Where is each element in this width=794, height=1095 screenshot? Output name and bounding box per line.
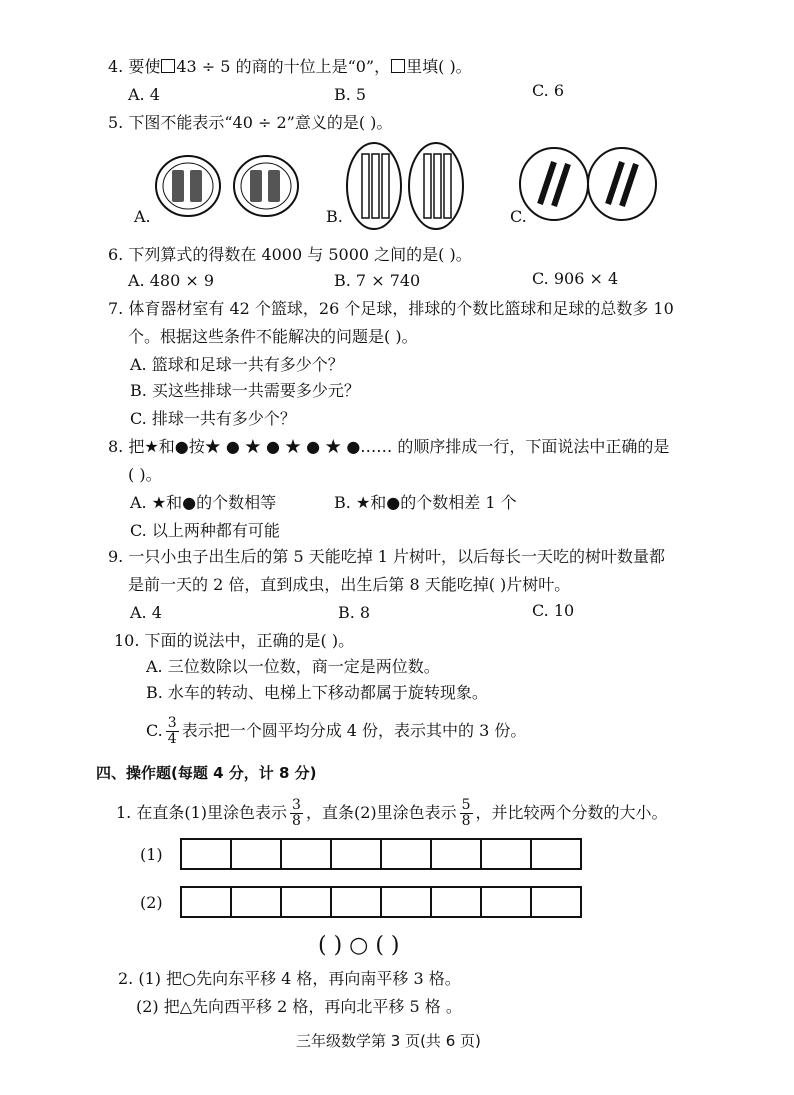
- bar-cell[interactable]: [232, 888, 282, 916]
- dot-icon: ●: [265, 437, 280, 456]
- bar-cell[interactable]: [532, 888, 580, 916]
- q8-line2: ( )。: [128, 465, 162, 484]
- section-title: 四、操作题(每题 4 分，计 8 分): [96, 764, 317, 782]
- q9-line2: 是前一天的 2 倍，直到成虫，出生后第 8 天能吃掉( )片树叶。: [128, 575, 571, 594]
- dot-icon: ●: [225, 437, 240, 456]
- pattern-sequence: [205, 437, 361, 456]
- bar-cell[interactable]: [182, 888, 232, 916]
- bar-1[interactable]: [180, 838, 582, 870]
- q6-stem: 6. 下列算式的得数在 4000 与 5000 之间的是( )。: [108, 245, 472, 264]
- bar-cell[interactable]: [432, 840, 482, 868]
- q6-option-b: B. 7 × 740: [334, 271, 421, 290]
- bar-cell[interactable]: [332, 840, 382, 868]
- star-icon: ★: [144, 437, 159, 456]
- q7-line1: 7. 体育器材室有 42 个篮球，26 个足球，排球的个数比篮球和足球的总数多 10: [108, 299, 674, 318]
- q5-figure-b: [344, 140, 474, 230]
- bar-2[interactable]: [180, 886, 582, 918]
- dot-icon: ●: [182, 493, 197, 512]
- q9-option-c: C. 10: [532, 601, 575, 620]
- q8-option-a: A. ★和●的个数相等: [130, 493, 277, 512]
- star-icon: ★: [151, 493, 167, 512]
- bar-cell[interactable]: [482, 840, 532, 868]
- q4-stem: 4. 要使 43 ÷ 5 的商的十位上是“0”， 里填( )。: [108, 57, 472, 76]
- q5-label-a: A.: [134, 207, 151, 226]
- op2-line2: (2) 把△先向西平移 2 格，再向北平移 5 格 。: [136, 997, 462, 1016]
- bar-cell[interactable]: [332, 888, 382, 916]
- q10-option-b: B. 水车的转动、电梯上下移动都属于旋转现象。: [146, 683, 488, 702]
- q5-figure-c: [516, 144, 656, 224]
- op2-line1: 2. (1) 把○先向东平移 4 格，再向南平移 3 格。: [118, 969, 461, 988]
- dot-icon: ●: [346, 437, 361, 456]
- q10-option-a: A. 三位数除以一位数，商一定是两位数。: [146, 657, 440, 676]
- star-icon: ★: [244, 437, 261, 456]
- bar-cell[interactable]: [382, 840, 432, 868]
- q9-option-b: B. 8: [338, 603, 371, 622]
- fraction-three-eighths: $\frac{3}{8}$: [292, 797, 301, 829]
- q5-stem: 5. 下图不能表示“40 ÷ 2”意义的是( )。: [108, 113, 393, 132]
- bar1-label: (1): [140, 845, 163, 864]
- q5-label-b: B.: [326, 207, 343, 226]
- bar-cell[interactable]: [532, 840, 580, 868]
- bar2-label: (2): [140, 893, 163, 912]
- q10-stem: 10. 下面的说法中，正确的是( )。: [114, 631, 355, 650]
- q7-option-c: C. 排球一共有多少个？: [130, 409, 296, 428]
- star-icon: ★: [325, 437, 342, 456]
- dot-icon: ●: [306, 437, 321, 456]
- fraction-three-quarters: $\frac{3}{4}$: [167, 715, 177, 747]
- q4-option-c: C. 6: [532, 81, 565, 100]
- dot-icon: ●: [174, 437, 189, 456]
- blank-square: [391, 59, 405, 73]
- q7-option-b: B. 买这些排球一共需要多少元？: [130, 381, 360, 400]
- q7-option-a: A. 篮球和足球一共有多少个？: [130, 355, 344, 374]
- q6-option-c: C. 906 × 4: [532, 269, 619, 288]
- bar-cell[interactable]: [282, 888, 332, 916]
- dot-icon: ●: [386, 493, 401, 512]
- q5-label-c: C.: [510, 207, 527, 226]
- q5-figure-a: [150, 150, 310, 220]
- bar-cell[interactable]: [232, 840, 282, 868]
- star-icon: ★: [204, 437, 221, 456]
- bar-cell[interactable]: [382, 888, 432, 916]
- q4-option-b: B. 5: [334, 85, 367, 104]
- fraction-five-eighths: $\frac{5}{8}$: [461, 797, 471, 829]
- star-icon: ★: [285, 437, 302, 456]
- q8-line1: 8. 把★和●按★ ● ★ ● ★ ● ★ ●…… 的顺序排成一行，下面说法中正确的是: [108, 437, 670, 456]
- op1-stem: 1. 在直条(1)里涂色表示 $\frac{3}{8}$ ，直条(2)里涂色表示 $\frac{5}{8}$ ，并比较两个分数的大小。: [116, 797, 668, 829]
- q8-option-b: B. ★和●的个数相差 1 个: [334, 493, 517, 512]
- q6-option-a: A. 480 × 9: [128, 271, 215, 290]
- star-icon: ★: [355, 493, 371, 512]
- q8-option-c: C. 以上两种都有可能: [130, 521, 280, 540]
- bar-cell[interactable]: [432, 888, 482, 916]
- q4-option-a: A. 4: [128, 85, 160, 104]
- q9-line1: 9. 一只小虫子出生后的第 5 天能吃掉 1 片树叶，以后每长一天吃的树叶数量都: [108, 547, 666, 566]
- q9-option-a: A. 4: [130, 603, 162, 622]
- bar-cell[interactable]: [282, 840, 332, 868]
- bar-cell[interactable]: [482, 888, 532, 916]
- q10-option-c: C. $\frac{3}{4}$ 表示把一个圆平均分成 4 份，表示其中的 3 份。: [146, 715, 527, 747]
- compare-blanks[interactable]: ( ) ○ ( ): [318, 933, 400, 958]
- page-footer: 三年级数学第 3 页(共 6 页): [296, 1032, 481, 1050]
- q7-line2: 个。根据这些条件不能解决的问题是( )。: [128, 327, 418, 346]
- blank-square: [161, 59, 175, 73]
- bar-cell[interactable]: [182, 840, 232, 868]
